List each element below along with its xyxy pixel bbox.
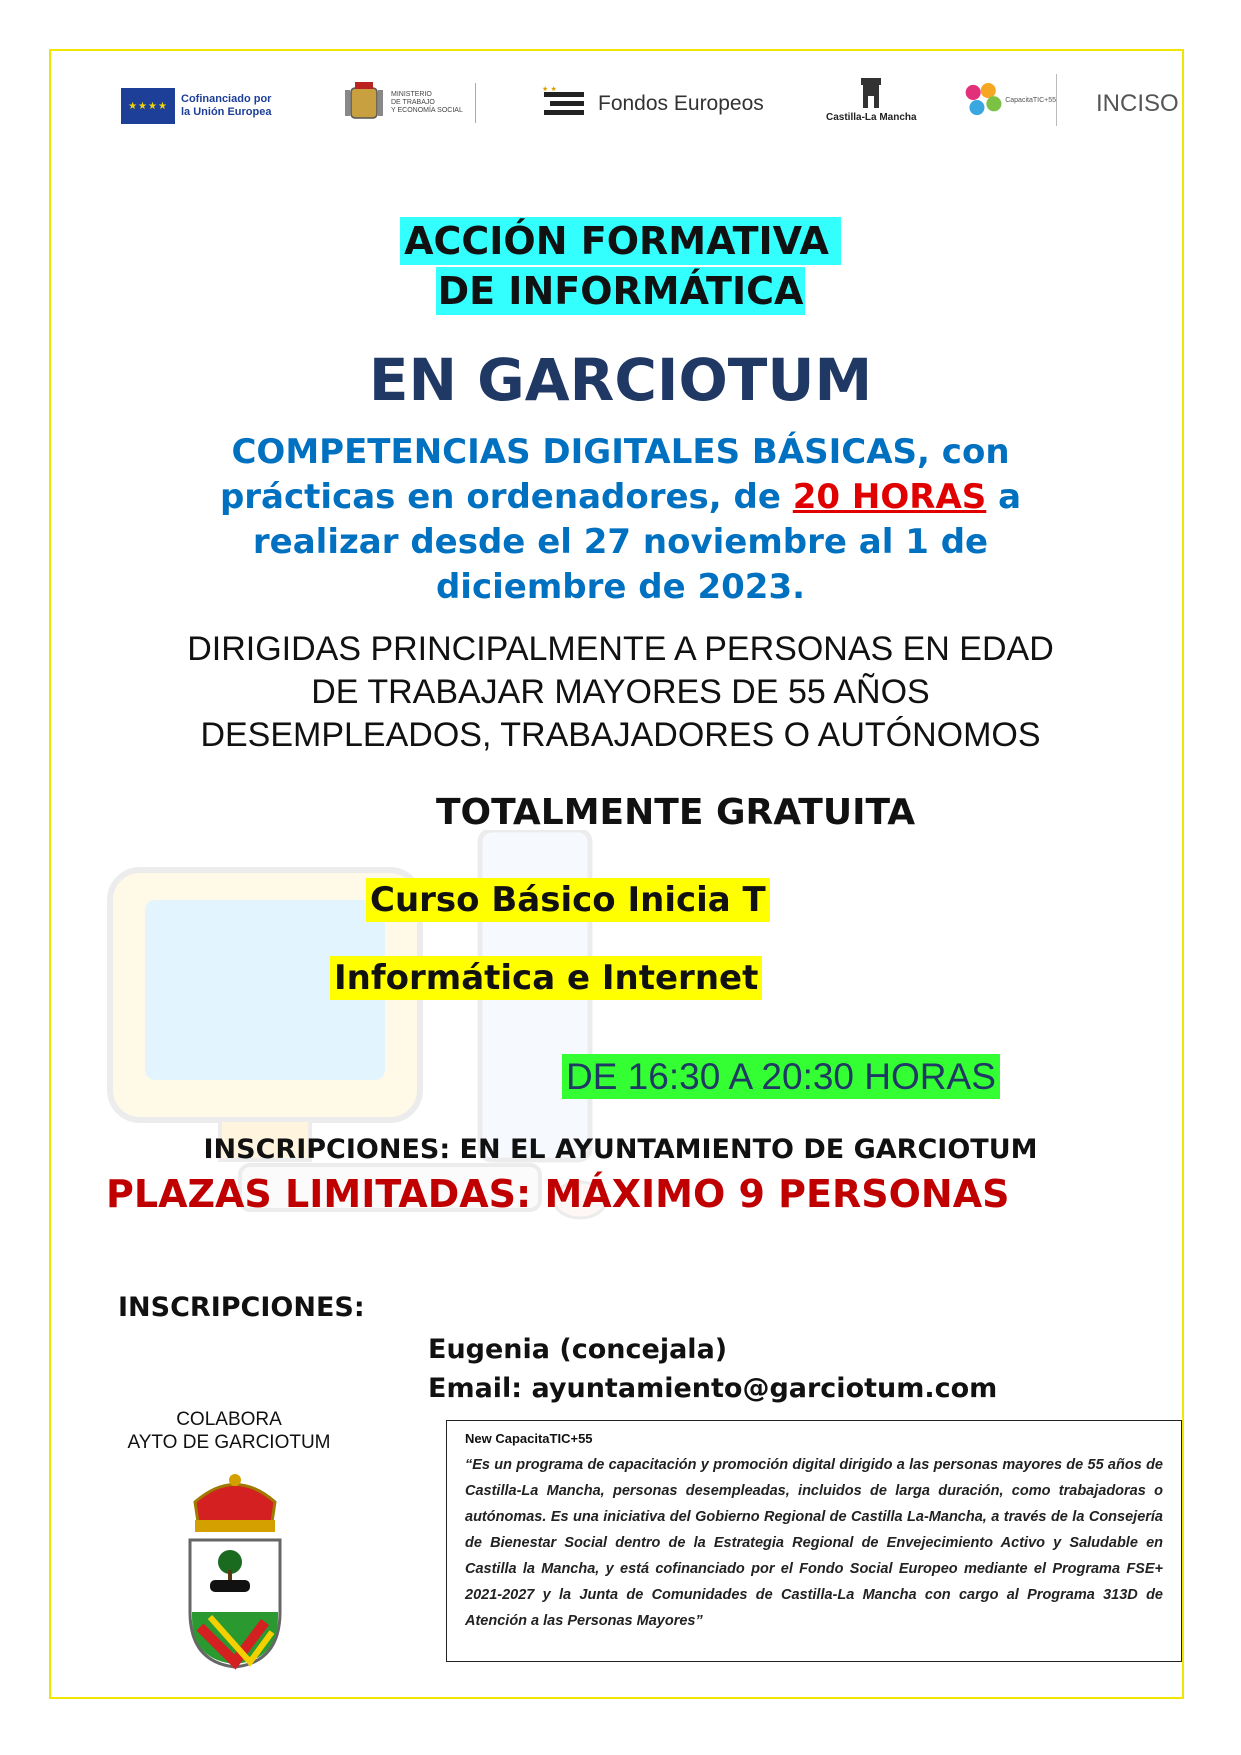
- audience-line2: DE TRABAJAR MAYORES DE 55 AÑOS: [311, 673, 930, 711]
- course-hours: 20 HORAS: [792, 477, 987, 517]
- svg-text:★ ★: ★ ★: [542, 85, 557, 93]
- title-line2: DE INFORMÁTICA: [437, 269, 804, 313]
- audience-line1: DIRIGIDAS PRINCIPALMENTE A PERSONAS EN EDAD: [187, 630, 1054, 668]
- eu-logo: [121, 88, 271, 124]
- colabora-line2: AYTO DE GARCIOTUM: [127, 1432, 331, 1453]
- course-description: [0, 430, 1241, 610]
- contact-block: [428, 1330, 997, 1408]
- castilla-text: Castilla-La Mancha: [826, 112, 917, 123]
- castilla-logo: [826, 76, 917, 123]
- fondos-europeos-text: Fondos Europeos: [598, 92, 764, 115]
- plazas-limitadas: PLAZAS LIMITADAS: MÁXIMO 9 PERSONAS: [106, 1172, 1010, 1216]
- title-line1: ACCIÓN FORMATIVA: [400, 217, 841, 265]
- title-place: EN GARCIOTUM: [368, 346, 873, 414]
- curso-basico-label: Curso Básico Inicia T: [366, 878, 770, 922]
- fondos-europeos-logo: [540, 84, 764, 124]
- ministerio-logo: [343, 80, 476, 126]
- informatica-label: Informática e Internet: [330, 956, 762, 1000]
- title-block: [0, 216, 1241, 316]
- eu-logo-line1: Cofinanciado por: [181, 93, 272, 105]
- course-line2-pre: prácticas en ordenadores, de: [219, 477, 793, 517]
- infobox-header: New CapacitaTIC+55: [465, 1431, 593, 1446]
- spain-coat-of-arms-icon: [343, 80, 385, 126]
- course-line2-post: a: [986, 477, 1022, 517]
- ministerio-line2: DE TRABAJO: [391, 99, 435, 106]
- eu-logo-line2: la Unión Europea: [181, 106, 272, 118]
- capacita-info-box: [446, 1420, 1182, 1662]
- audience-line3: DESEMPLEADOS, TRABAJADORES O AUTÓNOMOS: [200, 716, 1041, 754]
- infobox-body: “Es un programa de capacitación y promoción digital dirigido a las personas mayores de 55 años de Castilla-La Mancha, personas desempleadas, incluidos de larga duración, como trabajadoras o autónomas. Es una iniciativa del Gobierno Regional de Castilla La-Mancha, a través de la Consejería de Bienestar Social dentro de la Estrategia Regional de Envejecimiento Activo y Saludable en Castilla la Mancha, y está cofinanciado por el Fondo Social Europeo mediante el Programa FSE+ 2021-2027 y la Junta de Comunidades de Castilla-La Mancha con cargo al Programa 313D de Atención a las Personas Mayores”: [465, 1457, 1163, 1629]
- audience-block: [0, 628, 1241, 757]
- capacita-logo: [960, 74, 1057, 126]
- capacita-text: CapacitaTIC+55: [1005, 96, 1056, 104]
- ministerio-line3: Y ECONOMÍA SOCIAL: [391, 107, 463, 114]
- fondos-europeos-icon: [540, 84, 590, 124]
- free-label: TOTALMENTE GRATUITA: [436, 792, 916, 833]
- course-line4: diciembre de 2023.: [435, 567, 806, 607]
- inscripciones-label: INSCRIPCIONES:: [118, 1292, 365, 1323]
- inciso-logo: [1096, 90, 1179, 118]
- course-line2: [0, 475, 1241, 520]
- garciotum-coat-of-arms-icon: [180, 1462, 290, 1672]
- capacita-icon: [960, 80, 1005, 120]
- course-line3: realizar desde el 27 noviembre al 1 de: [252, 522, 989, 562]
- contact-name: Eugenia (concejala): [428, 1334, 728, 1365]
- castilla-tower-icon: [858, 76, 884, 110]
- inciso-text: INCISO: [1096, 90, 1179, 117]
- colabora-block: [104, 1408, 354, 1454]
- colabora-line1: COLABORA: [176, 1409, 282, 1430]
- eu-flag-icon: ★★★★: [121, 88, 175, 124]
- schedule-label: DE 16:30 A 20:30 HORAS: [562, 1054, 1000, 1099]
- contact-email[interactable]: Email: ayuntamiento@garciotum.com: [428, 1373, 998, 1404]
- inscripciones-where: INSCRIPCIONES: EN EL AYUNTAMIENTO DE GARCIOTUM: [203, 1134, 1038, 1165]
- ministerio-line1: MINISTERIO: [391, 91, 432, 98]
- course-line1: COMPETENCIAS DIGITALES BÁSICAS, con: [231, 432, 1010, 472]
